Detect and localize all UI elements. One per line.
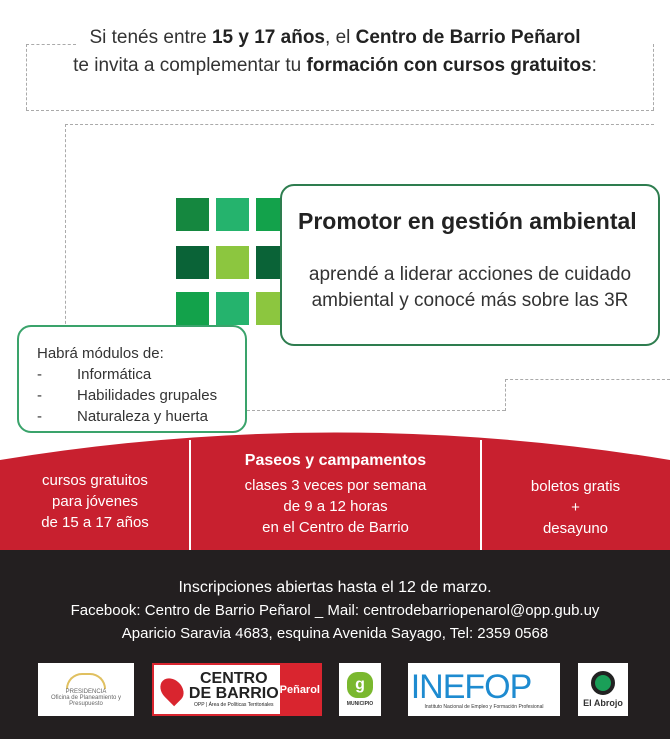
- module-item: - Informática: [37, 366, 152, 383]
- course-title: Promotor en gestión ambiental: [298, 208, 637, 234]
- feature-tickets: boletos gratis + desayuno: [530, 478, 621, 537]
- dashed-line: [247, 410, 505, 411]
- modules-box: [17, 325, 247, 433]
- el-abrojo-logo: El Abrojo: [578, 663, 628, 716]
- dashed-line: [26, 110, 654, 111]
- intro-text: Si tenés entre 15 y 17 años, el Centro de Barrio Peñarol te invita a complementar tu formación con cursos gratuitos:: [73, 27, 597, 76]
- dashed-line: [65, 124, 654, 125]
- dashed-line: [505, 379, 670, 380]
- dashed-line: [505, 379, 506, 411]
- gear-icon: [591, 671, 615, 695]
- course-description: aprendé a liderar acciones de cuidado ambiental y conocé más sobre las 3R: [308, 264, 632, 311]
- sun-icon: [66, 673, 106, 689]
- feature-trips: Paseos y campamentos clases 3 veces por semana de 9 a 12 horas en el Centro de Barrio: [244, 452, 427, 536]
- course-card: [280, 184, 660, 346]
- feature-free-courses: cursos gratuitos para jóvenes de 15 a 17 años: [41, 472, 149, 531]
- inefop-logo: INEFOP Instituto Nacional de Empleo y Formación Profesional: [408, 663, 560, 716]
- location-pin-icon: [156, 673, 188, 705]
- modules-heading: Habrá módulos de:: [37, 345, 164, 362]
- municipio-logo: g MUNICIPIO: [339, 663, 381, 716]
- module-item: - Habilidades grupales: [37, 387, 218, 404]
- presidencia-logo: PRESIDENCIA Oficina de Planeamiento y Presupuesto: [38, 663, 134, 716]
- dashed-line: [65, 124, 66, 334]
- centro-de-barrio-logo: CENTRO DE BARRIO OPP | Área de Políticas Territoriales Peñarol: [152, 663, 322, 716]
- module-item: - Naturaleza y huerta: [37, 408, 208, 425]
- contact-info: Inscripciones abiertas hasta el 12 de marzo. Facebook: Centro de Barrio Peñarol _ Mail: centrodebarriopenarol@opp.gub.uy Aparicio Saravia 4683, esquina Avenida Sayago, Tel: 2359 0568: [70, 579, 600, 642]
